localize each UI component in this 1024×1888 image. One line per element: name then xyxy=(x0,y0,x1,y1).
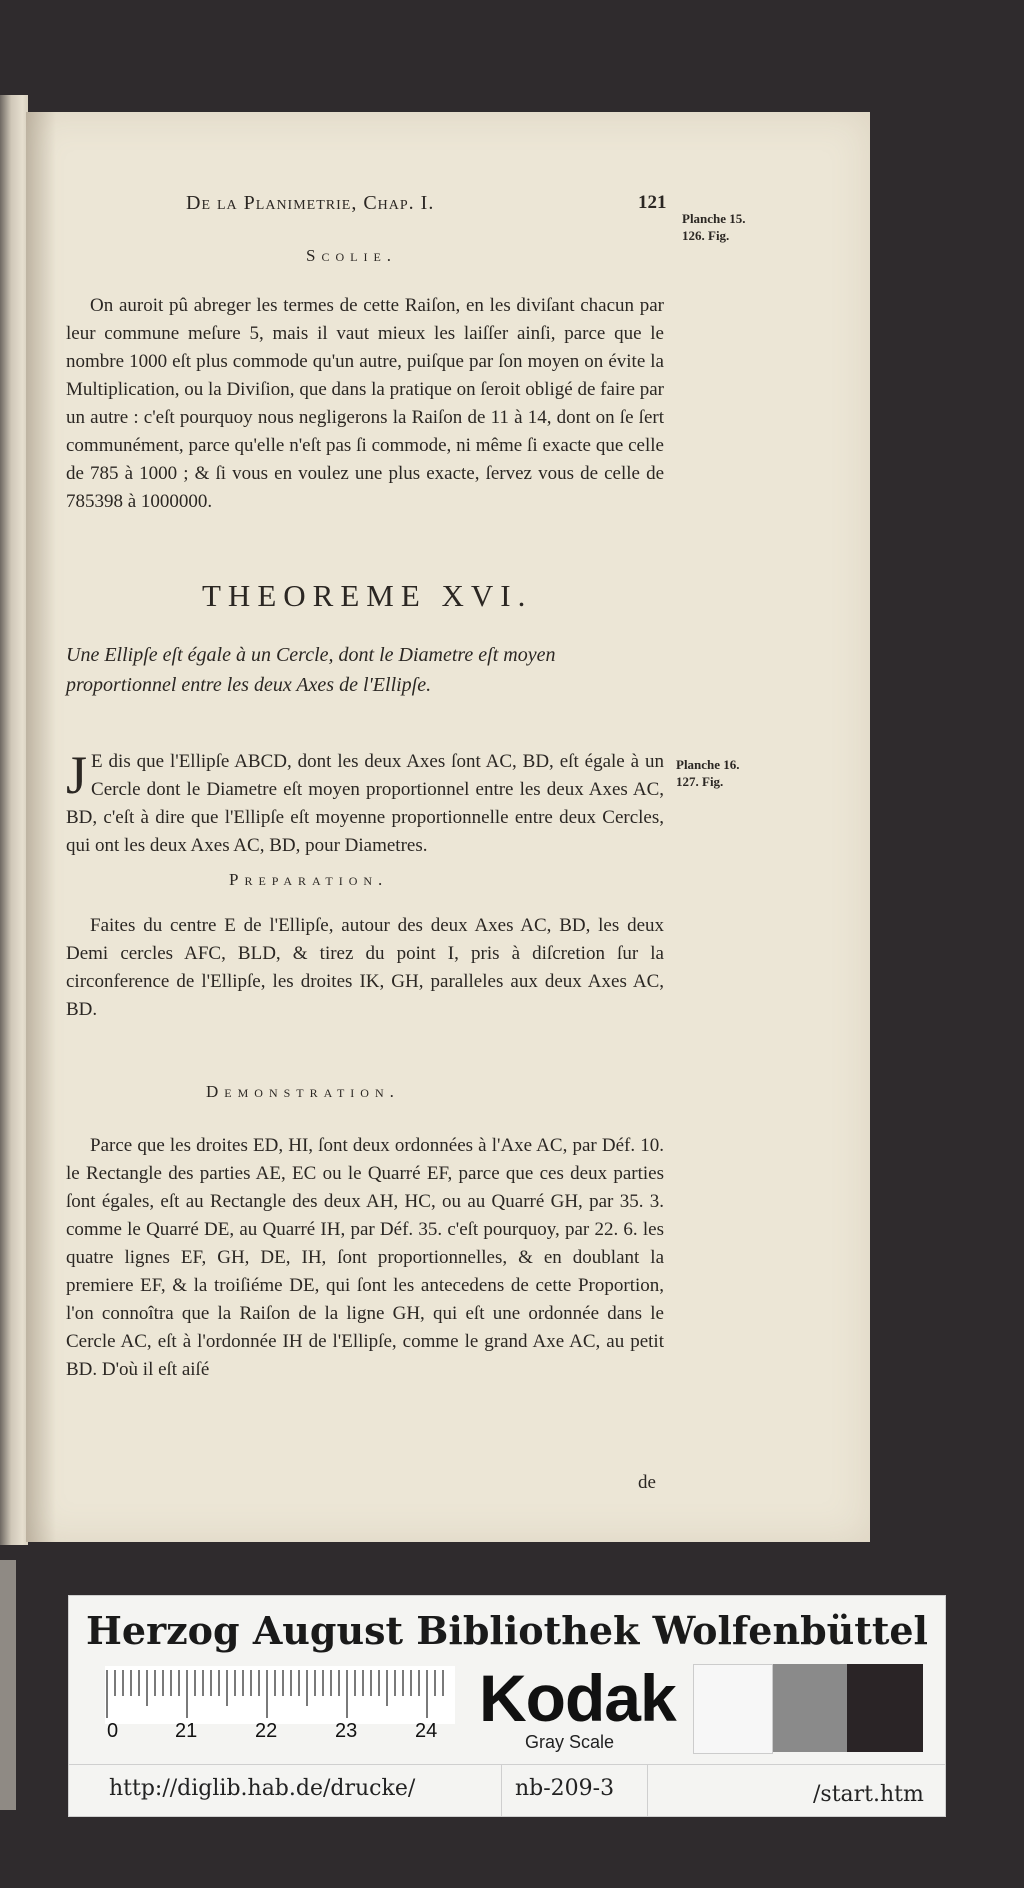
running-head: De la Planimetrie, Chap. I. xyxy=(186,192,435,214)
page-number: 121 xyxy=(638,192,667,213)
ruler-number: 0 xyxy=(107,1720,119,1742)
facing-page-edge xyxy=(0,95,28,1545)
book-page xyxy=(26,112,870,1542)
card-separator xyxy=(647,1764,648,1816)
catchword: de xyxy=(638,1472,656,1493)
theorem-title: THEOREME XVI. xyxy=(202,578,533,613)
demonstration-heading: Demonstration. xyxy=(206,1082,400,1101)
source-url-suffix: /start.htm xyxy=(813,1782,924,1807)
theorem-statement: Une Ellipſe eſt égale à un Cercle, dont le Diametre eſt moyen proportionnel entre les deux Axes de l'Ellipſe. xyxy=(66,644,556,696)
kodak-logo: Kodak xyxy=(479,1661,676,1735)
drop-cap: J xyxy=(66,745,88,805)
card-separator xyxy=(501,1764,502,1816)
theorem-paragraph xyxy=(66,745,664,860)
theorem-paragraph-text: E dis que l'Ellipſe ABCD, dont les deux Axes ſont AC, BD, eſt égale à un Cercle dont le Diametre eſt moyen proportionnel entre les deux Axes AC, BD, c'eſt à dire que l'Ellipſe eſt moyenne proportionnelle entre deux Cercles, qui ont les deux Axes AC, BD, pour Diametres. xyxy=(66,751,664,856)
preparation-heading: Preparation. xyxy=(229,870,389,889)
card-divider xyxy=(69,1764,945,1765)
library-color-card xyxy=(68,1595,946,1817)
scolie-paragraph: On auroit pû abreger les termes de cette Raiſon, en les diviſant chacun par leur commune meſure 5, mais il vaut mieux les laiſſer ainſi, parce que le nombre 1000 eſt plus commode qu'un autre, puiſque par ſon moyen on évite la Multiplication, ou la Diviſion, que dans la pratique on ſeroit obligé de faire par un autre : c'eſt pourquoy nous negligerons la Raiſon de 11 à 14, dont on ſe ſert communément, parce qu'elle n'eſt pas ſi commode, ni même ſi exacte que celle de 785 à 1000 ; & ſi vous en voulez une plus exacte, ſervez vous de celle de 785398 à 1000000. xyxy=(66,295,664,512)
source-url: http://diglib.hab.de/drucke/ xyxy=(109,1776,416,1801)
gray-scale-label: Gray Scale xyxy=(525,1732,615,1752)
gutter-shadow xyxy=(26,112,56,1542)
margin-note-plate-16: Planche 16. 127. Fig. xyxy=(676,757,740,789)
facing-page-edge-lower xyxy=(0,1560,16,1810)
ruler-number: 21 xyxy=(175,1720,198,1742)
demonstration-paragraph: Parce que les droites ED, HI, ſont deux ordonnées à l'Axe AC, par Déf. 10. le Rectangle des parties AE, EC ou le Quarré EF, parce que ces deux parties ſont égales, eſt au Rectangle des deux AH, HC, ou au Quarré GH, par 35. 3. comme le Quarré DE, au Quarré IH, par Déf. 35. c'eſt pourquoy, par 22. 6. les quatre lignes EF, GH, DE, IH, ſont proportionnelles, & en doublant la premiere EF, & la troiſiéme DE, qui ſont les antecedens de cette Proportion, l'on connoîtra que la Raiſon de la ligne GH, qui eſt une ordonnée dans le Cercle AC, eſt à l'ordonnée IH de l'Ellipſe, comme le grand Axe AC, au petit BD. D'où il eſt aiſé xyxy=(66,1135,664,1380)
scolie-heading: Scolie. xyxy=(306,246,398,265)
measurement-ruler xyxy=(105,1666,455,1724)
ruler-number: 24 xyxy=(415,1720,438,1742)
gray-swatch-black xyxy=(847,1664,923,1752)
ruler-number: 22 xyxy=(255,1720,278,1742)
margin-note-plate-15: Planche 15. 126. Fig. xyxy=(682,211,746,243)
gray-swatch-mid xyxy=(773,1664,847,1752)
preparation-paragraph: Faites du centre E de l'Ellipſe, autour des deux Axes AC, BD, les deux Demi cercles AFC, BLD, & tirez du point I, pris à diſcretion ſur la circonference de l'Ellipſe, les droites IK, GH, paralleles aux deux Axes AC, BD. xyxy=(66,915,664,1020)
shelfmark: nb-209-3 xyxy=(515,1776,615,1801)
library-name: Herzog August Bibliothek Wolfenbüttel xyxy=(86,1608,928,1653)
ruler-number: 23 xyxy=(335,1720,358,1742)
gray-swatch-white xyxy=(693,1664,773,1754)
